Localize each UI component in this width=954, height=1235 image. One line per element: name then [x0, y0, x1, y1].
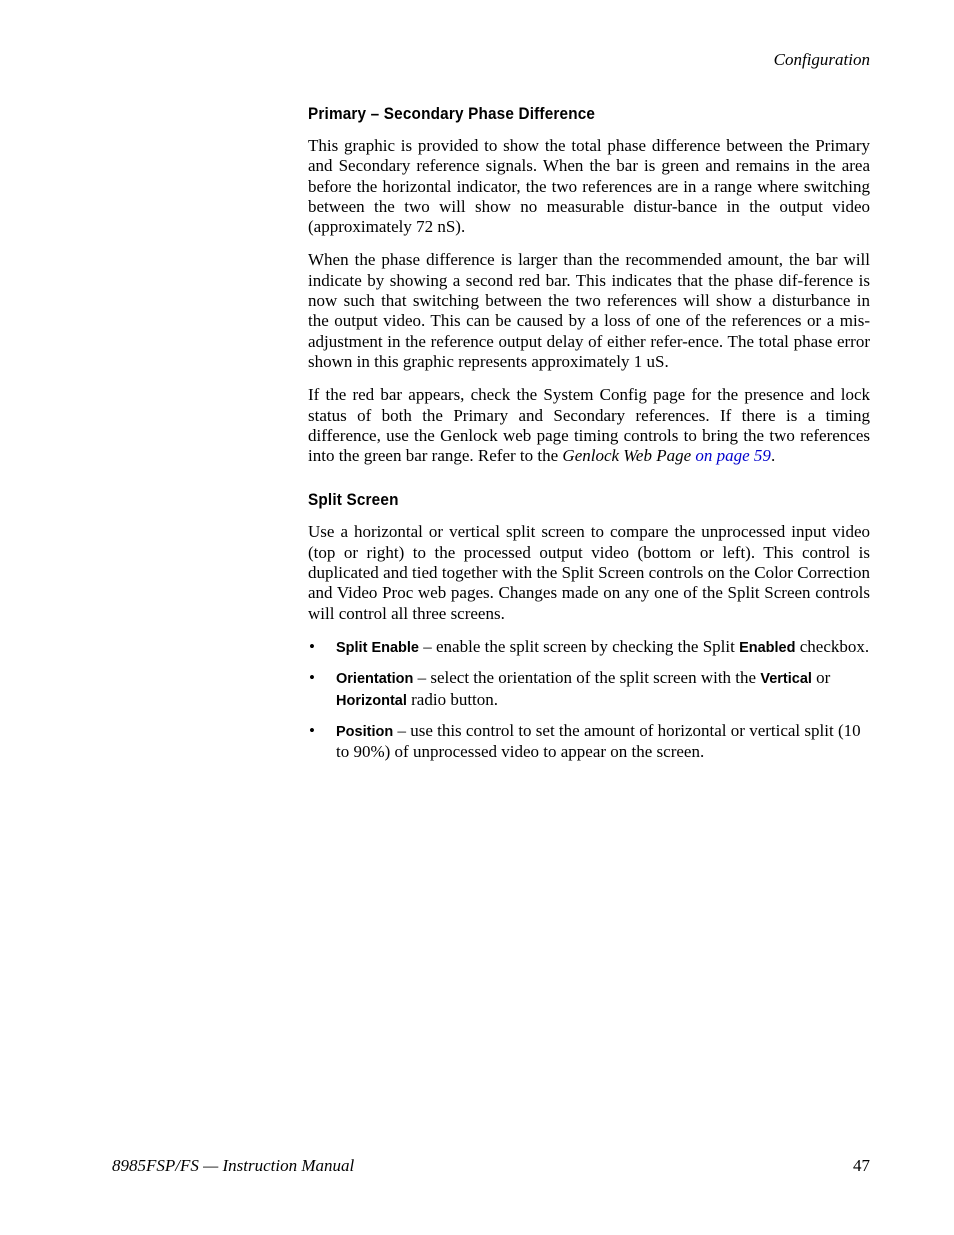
bullet-icon: •	[309, 720, 315, 740]
paragraph-text: .	[770, 446, 776, 466]
control-term: Enabled	[739, 639, 796, 656]
control-term: Orientation	[336, 671, 414, 688]
control-term: Horizontal	[336, 692, 407, 709]
body-paragraph: This graphic is provided to show the total phase difference between the Primary and Secondary reference signals. When the bar is green and remains in the area before the horizontal indicator, the two references are in a range where switching between the two will show no measurable distur-bance in the output video (approximately 72 nS).	[308, 136, 870, 237]
item-text: radio button.	[406, 689, 499, 709]
list-item	[308, 637, 870, 658]
section-heading: Primary – Secondary Phase Difference	[308, 104, 596, 123]
section-heading: Split Screen	[308, 490, 399, 510]
manual-title: 8985FSP/FS — Instruction Manual	[112, 1156, 355, 1175]
running-header: Configuration	[773, 50, 870, 69]
cross-reference-title: Genlock Web Page	[562, 446, 692, 466]
item-text: checkbox.	[795, 636, 870, 656]
page-number: 47	[853, 1156, 870, 1175]
page-footer	[112, 1156, 870, 1176]
list-item	[308, 721, 870, 763]
section-split-screen	[308, 490, 870, 762]
paragraph-text: If the red bar appears, check the System Config page for the presence and lock status of both the Primary and Secondary references. If there is a timing difference, use the Genlock web page timing controls to bring the two references into the green bar range. Refer to the	[308, 385, 870, 466]
bullet-icon: •	[309, 668, 315, 688]
bullet-icon: •	[309, 636, 315, 656]
page-reference-link[interactable]: on page 59	[695, 446, 771, 466]
body-paragraph-with-reference	[308, 385, 870, 466]
bullet-list	[308, 637, 870, 762]
section-phase-difference	[308, 104, 870, 466]
page-content	[308, 104, 870, 772]
item-text: – select the orientation of the split screen with the	[413, 668, 761, 688]
control-term: Vertical	[760, 671, 812, 688]
list-item	[308, 668, 870, 711]
item-text: or	[811, 668, 831, 688]
body-paragraph: When the phase difference is larger than the recommended amount, the bar will indicate by showing a second red bar. This indicates that the phase dif-ference is now such that switching between the two references will show a disturbance in the output video. This can be caused by a loss of one of the references or a mis-adjustment in the reference output delay of either refer-ence. The total phase error shown in this graphic represents approximately 1 uS.	[308, 250, 870, 371]
control-term: Position	[336, 723, 394, 740]
item-text: – enable the split screen by checking the Split	[419, 636, 740, 656]
item-text: – use this control to set the amount of horizontal or vertical split (10 to 90%) of unprocessed video to appear on the screen.	[336, 720, 861, 762]
body-paragraph: Use a horizontal or vertical split screen to compare the unprocessed input video (top or right) to the processed output video (bottom or left). This control is duplicated and tied together with the Split Screen controls on the Color Correction and Video Proc web pages. Changes made on any one of the Split Screen controls will control all three screens.	[308, 522, 870, 623]
control-term: Split Enable	[336, 639, 419, 656]
